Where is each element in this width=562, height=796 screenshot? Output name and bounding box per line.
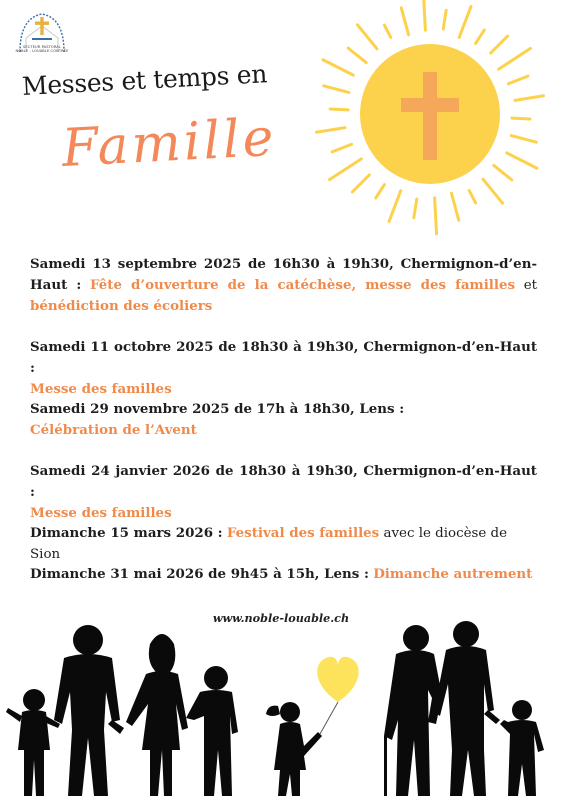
event-6-prefix: Dimanche 31 mai 2026 de 9h45 à 15h, Lens : (30, 566, 369, 582)
man-silhouette (54, 625, 124, 796)
sun-ray (515, 96, 544, 101)
sun-ray (511, 136, 536, 143)
sun-ray (324, 86, 349, 93)
event-4 (30, 461, 537, 524)
event-1-detail-b: et (515, 278, 537, 293)
event-5-detail-b: avec le diocèse de Sion (30, 526, 508, 562)
event-2-detail: Messe des familles (30, 381, 172, 397)
logo-caption-line1: SECTEUR PASTORAL (23, 45, 61, 49)
event-1-prefix: Samedi 13 septembre 2025 de 16h30 à 19h30, Chermignon-d’en-Haut : (30, 256, 537, 293)
sun-ray (451, 193, 458, 220)
sun-ray (330, 159, 362, 180)
sun-ray (414, 199, 417, 218)
boy-silhouette (186, 666, 238, 796)
sun-ray (401, 8, 408, 35)
sun-ray (384, 25, 390, 37)
event-3 (30, 399, 537, 441)
child-silhouette-right (500, 700, 544, 796)
event-5-detail-a: Festival des familles (226, 525, 380, 541)
event-6-detail: Dimanche autrement (373, 566, 533, 582)
sun-ray (332, 144, 352, 152)
heart-balloon (317, 657, 358, 734)
event-1-detail-c: bénédiction des écoliers (30, 298, 213, 314)
event-2 (30, 337, 537, 400)
sun-ray (508, 76, 528, 84)
woman-silhouette (126, 634, 188, 796)
logo-caption (4, 45, 80, 54)
sun-illustration (300, 0, 562, 242)
sun-ray (459, 7, 471, 38)
event-5-prefix: Dimanche 15 mars 2026 : (30, 525, 223, 541)
sun-ray (491, 36, 508, 53)
sun-ray (352, 175, 369, 192)
event-4-detail: Messe des familles (30, 505, 172, 521)
sun-ray (512, 118, 530, 119)
sun-ray (316, 128, 345, 133)
child-silhouette-left (6, 689, 60, 796)
sun-ray (476, 30, 485, 43)
sun-ray (376, 185, 385, 198)
event-2-prefix: Samedi 11 octobre 2025 de 18h30 à 19h30, Chermignon-d’en-Haut : (30, 339, 537, 376)
sun-ray (499, 48, 531, 69)
sun-ray (483, 179, 503, 203)
logo-caption-line2: NOBLE - LOUABLE CONTRÉE (15, 49, 69, 54)
sun-ray (330, 109, 348, 110)
sun-ray (443, 10, 446, 29)
girl-silhouette (266, 702, 322, 796)
grandfather-silhouette (384, 625, 442, 796)
sun-ray (469, 191, 475, 203)
sun-ray (423, 0, 425, 30)
sun-ray (507, 153, 537, 168)
sun-ray (435, 198, 437, 234)
sun-ray (494, 165, 512, 179)
sun-ray (348, 48, 366, 62)
website-link[interactable]: www.noble-louable.ch (212, 611, 350, 625)
family-silhouettes (0, 600, 562, 796)
sun-ray (357, 25, 377, 49)
event-5 (30, 523, 537, 565)
event-1-detail-a: Fête d’ouverture de la catéchèse, messe des familles (89, 277, 516, 293)
event-3-prefix: Samedi 29 novembre 2025 de 17h à 18h30, Lens : (30, 401, 405, 417)
grandmother-silhouette (434, 621, 500, 796)
sun-ray (323, 60, 353, 75)
event-6 (30, 564, 537, 585)
title-line1: Messes et temps en (21, 59, 268, 101)
event-4-prefix: Samedi 24 janvier 2026 de 18h30 à 19h30, Chermignon-d’en-Haut : (30, 463, 537, 500)
event-3-detail: Célébration de l’Avent (30, 422, 197, 438)
sun-ray (389, 191, 401, 222)
title-line2: Famille (60, 107, 278, 179)
event-1 (30, 254, 537, 317)
